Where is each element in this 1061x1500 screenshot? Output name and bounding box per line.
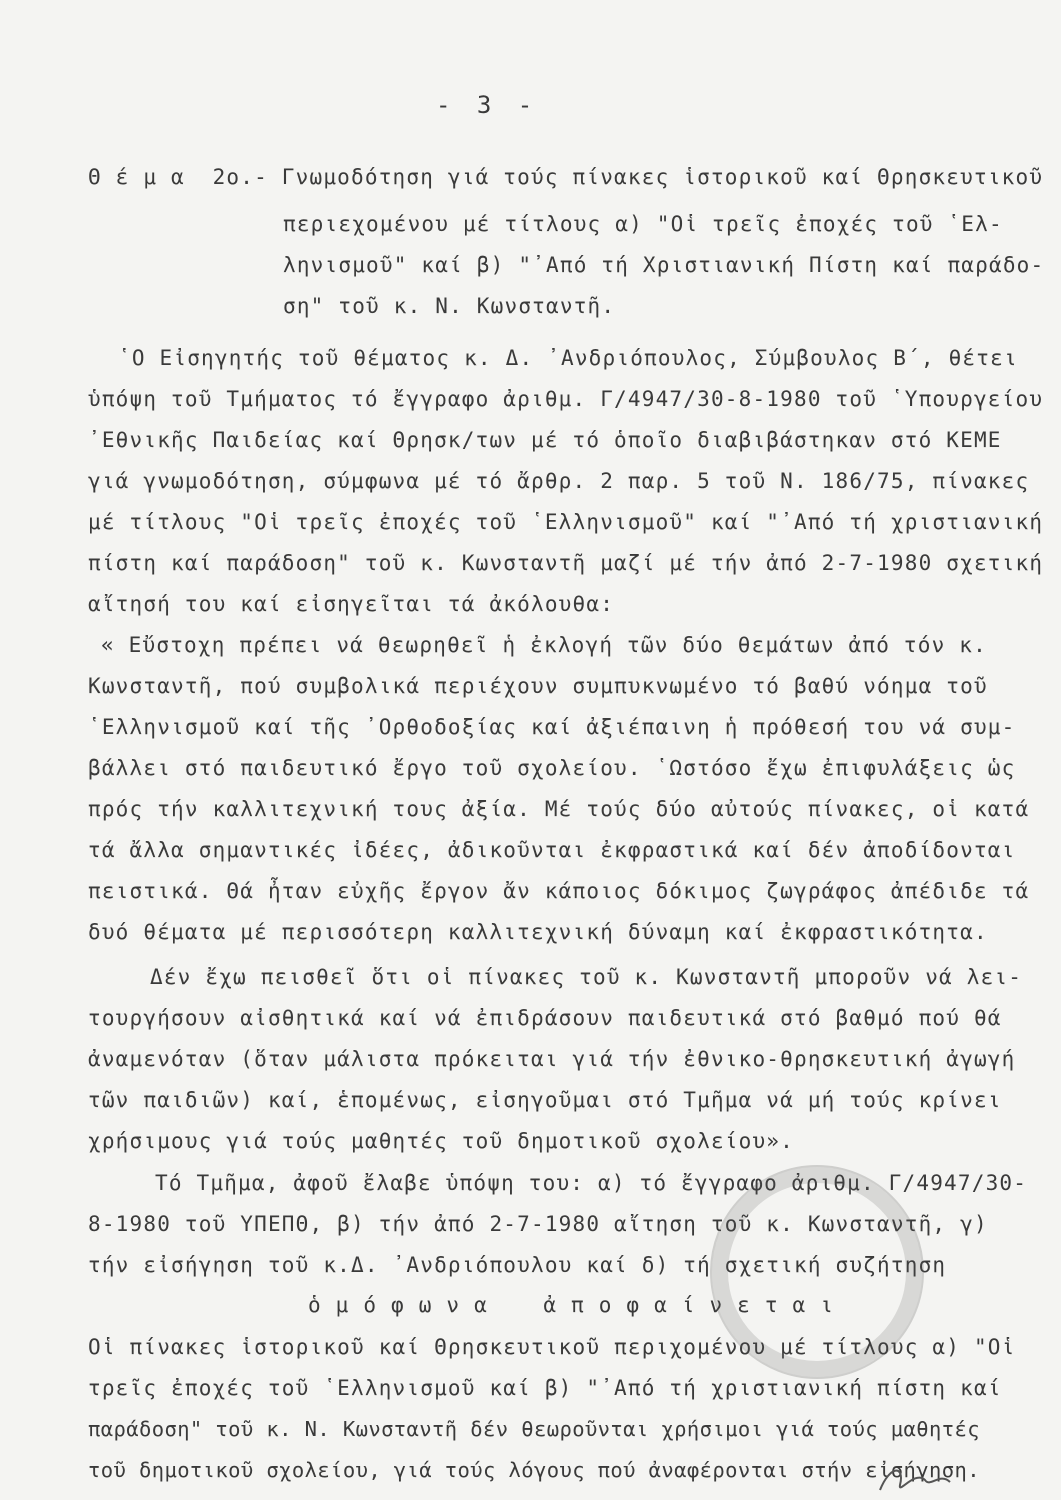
text-line: τήν εἰσήγηση τοῦ κ.Δ. ᾿Ανδριόπουλου καί δ) τή σχετική συζήτηση: [88, 1253, 947, 1277]
text-line: ὑπόψη τοῦ Τμήματος τό ἔγγραφο ἀριθμ. Γ/4947/30-8-1980 τοῦ ῾Υπουργείου: [88, 387, 1044, 411]
page-number: - 3 -: [436, 91, 539, 119]
text-line: « Εὔστοχη πρέπει νά θεωρηθεῖ ἡ ἐκλογή τῶν δύο θεμάτων ἀπό τόν κ.: [101, 633, 987, 657]
official-stamp: [710, 1165, 924, 1379]
text-line: ῾Ο Εἰσηγητής τοῦ θέματος κ. Δ. ᾿Ανδριόπουλος, Σύμβουλος Β΄, θέτει: [118, 346, 1018, 370]
text-line: 8-1980 τοῦ ΥΠΕΠΘ, β) τήν ἀπό 2-7-1980 αἴτηση τοῦ κ. Κωνσταντῆ, γ): [88, 1212, 988, 1236]
text-line: αἴτησή του καί εἰσηγεῖται τά ἀκόλουθα:: [88, 592, 615, 616]
text-line: πειστικά. Θά ἦταν εὐχῆς ἔργον ἄν κάποιος δόκιμος ζωγράφος ἀπέδιδε τά: [88, 879, 1030, 903]
text-line: γιά γνωμοδότηση, σύμφωνα μέ τό ἄρθρ. 2 παρ. 5 τοῦ Ν. 186/75, πίνακες: [88, 469, 1030, 493]
text-line: χρήσιμους γιά τούς μαθητές τοῦ δημοτικοῦ σχολείου».: [88, 1129, 794, 1153]
text-line: Οἱ πίνακες ἱστορικοῦ καί Θρησκευτικοῦ περιχομένου μέ τίτλους α) "Οἱ: [88, 1335, 1016, 1359]
text-line: Δέν ἔχω πεισθεῖ ὅτι οἱ πίνακες τοῦ κ. Κωνσταντῆ μποροῦν νά λει-: [150, 965, 1023, 989]
text-line: τοῦ δημοτικοῦ σχολείου, γιά τούς λόγους πού ἀναφέρονται στήν εἰσήγηση.: [88, 1458, 980, 1482]
text-line: τρεῖς ἐποχές τοῦ ῾Ελληνισμοῦ καί β) "᾿Από τή χριστιανική πίστη καί: [88, 1376, 1002, 1400]
text-line: ὁ μ ό φ ω ν α ἀ π ο φ α ί ν ε τ α ι: [308, 1293, 835, 1317]
text-line: βάλλει στό παιδευτικό ἔργο τοῦ σχολείου. ῾Ωστόσο ἔχω ἐπιφυλάξεις ὡς: [88, 756, 1016, 780]
text-line: ῾Ελληνισμοῦ καί τῆς ᾿Ορθοδοξίας καί ἀξιέπαινη ἡ πρόθεσή του νά συμ-: [88, 715, 1016, 739]
text-line: πρός τήν καλλιτεχνική τους ἀξία. Μέ τούς δύο αὐτούς πίνακες, οἱ κατά: [88, 797, 1030, 821]
text-line: τῶν παιδιῶν) καί, ἑπομένως, εἰσηγοῦμαι στό Τμῆμα νά μή τούς κρίνει: [88, 1088, 1002, 1112]
text-line: τά ἄλλα σημαντικές ἰδέες, ἀδικοῦνται ἐκφραστικά καί δέν ἀποδίδονται: [88, 838, 1016, 862]
text-line: Τό Τμῆμα, ἀφοῦ ἔλαβε ὑπόψη του: α) τό ἔγγραφο ἀριθμ. Γ/4947/30-: [155, 1171, 1028, 1195]
text-line: μέ τίτλους "Οἱ τρεῖς ἐποχές τοῦ ῾Ελληνισμοῦ" καί "᾿Από τή χριστιανική: [88, 510, 1044, 534]
text-line: δυό θέματα μέ περισσότερη καλλιτεχνική δύναμη καί ἐκφραστικότητα.: [88, 920, 988, 944]
text-line: τουργήσουν αἰσθητικά καί νά ἐπιδράσουν παιδευτικά στό βαθμό πού θά: [88, 1006, 1002, 1030]
text-line: ἀναμενόταν (ὅταν μάλιστα πρόκειται γιά τήν ἐθνικο-θρησκευτική ἀγωγή: [88, 1047, 1016, 1071]
text-line: Θ έ μ α 2ο.- Γνωμοδότηση γιά τούς πίνακες ἱστορικοῦ καί Θρησκευτικοῦ: [88, 165, 1044, 189]
text-line: ᾿Εθνικῆς Παιδείας καί Θρησκ/των μέ τό ὁποῖο διαβιβάστηκαν στό ΚΕΜΕ: [88, 428, 1002, 452]
text-line: παράδοση" τοῦ κ. Ν. Κωνσταντῆ δέν θεωροῦνται χρήσιμοι γιά τούς μαθητές: [88, 1417, 980, 1441]
signature: [870, 1460, 960, 1500]
text-line: Κωνσταντῆ, πού συμβολικά περιέχουν συμπυκνωμένο τό βαθύ νόημα τοῦ: [88, 674, 988, 698]
text-line: ληνισμοῦ" καί β) "᾿Από τή Χριστιανική Πίστη καί παράδο-: [283, 253, 1045, 277]
text-line: περιεχομένου μέ τίτλους α) "Οἱ τρεῖς ἐποχές τοῦ ῾Ελ-: [283, 212, 1003, 236]
text-line: ση" τοῦ κ. Ν. Κωνσταντῆ.: [283, 294, 616, 318]
text-line: πίστη καί παράδοση" τοῦ κ. Κωνσταντῆ μαζί μέ τήν ἀπό 2-7-1980 σχετική: [88, 551, 1044, 575]
